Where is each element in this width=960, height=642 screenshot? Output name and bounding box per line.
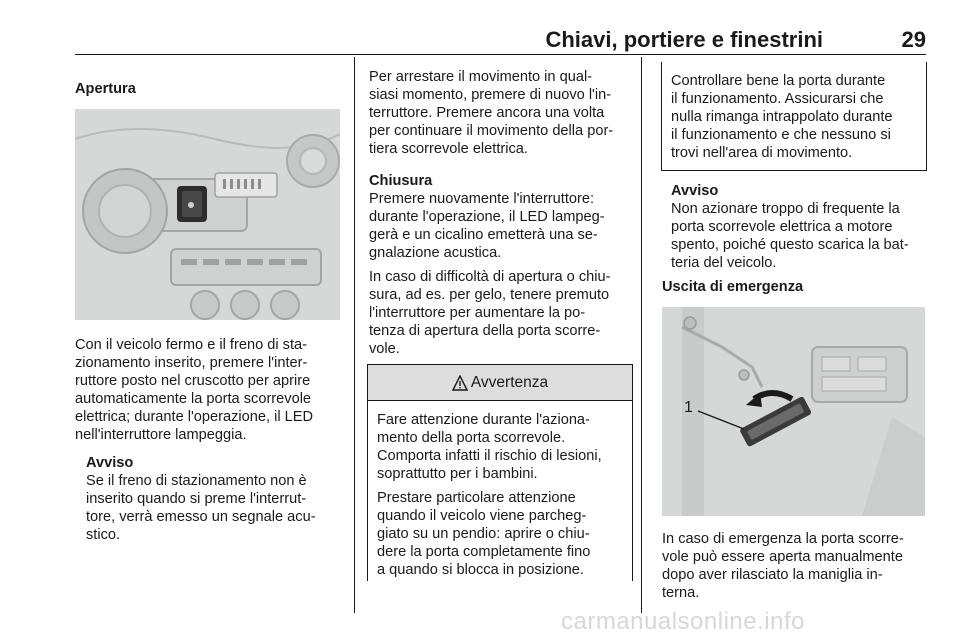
text-line: per continuare il movimento della por- <box>369 123 614 139</box>
header-rule <box>75 54 926 55</box>
text-line: soprattutto per i bambini. <box>377 466 538 482</box>
text-line: stico. <box>86 527 121 543</box>
text-line: teria del veicolo. <box>671 255 777 271</box>
warning-paragraph <box>671 72 916 162</box>
text-line: l'interruttore per aumentare la po- <box>369 305 586 321</box>
text-line: sura, ad es. per gelo, tenere premuto <box>369 287 610 303</box>
emergency-illustration <box>662 307 925 516</box>
text-line: Per arrestare il movimento in qual- <box>369 69 593 85</box>
text-line: automaticamente la porta scorrevole <box>75 391 312 407</box>
body-paragraph <box>75 336 345 444</box>
text-line: Con il veicolo fermo e il freno di sta- <box>75 337 307 353</box>
note-text <box>86 472 345 544</box>
text-line: durante l'operazione, il LED lampeg- <box>369 209 605 225</box>
text-line: Fare attenzione durante l'aziona- <box>377 412 590 428</box>
page-number: 29 <box>901 27 926 52</box>
text-line: Prestare particolare attenzione <box>377 490 576 506</box>
heading-chiusura: Chiusura <box>369 173 433 189</box>
text-line: spento, poiché questo scarica la bat- <box>671 237 909 253</box>
emergency-heading-wrap <box>662 278 926 296</box>
warning-paragraph <box>377 489 622 579</box>
text-line: terna. <box>662 585 700 601</box>
text-line: mento della porta scorrevole. <box>377 430 566 446</box>
warning-box <box>367 364 633 581</box>
warning-title: Avvertenza <box>470 373 549 391</box>
text-line: Comporta infatti il rischio di lesioni, <box>377 448 602 464</box>
text-line: dere la porta completamente fino <box>377 544 591 560</box>
text-line: In caso di difficoltà di apertura o chiu- <box>369 269 611 285</box>
note-text <box>671 200 937 272</box>
text-line: inserito quando si preme l'interrut- <box>86 491 307 507</box>
text-line: tore, verrà emesso un segnale acu- <box>86 509 316 525</box>
section-title: Chiavi, portiere e finestrini <box>545 27 823 52</box>
text-line: porta scorrevole elettrica a motore <box>671 219 893 235</box>
text-line: elettrica; durante l'operazione, il LED <box>75 409 314 425</box>
emergency-handle-figure <box>662 307 925 516</box>
note-block <box>75 454 345 544</box>
text-line: tiera scorrevole elettrica. <box>369 141 528 157</box>
text-line: gnalazione acustica. <box>369 245 502 261</box>
text-line: Se il freno di stazionamento non è <box>86 473 307 489</box>
warning-box-continued <box>661 62 927 171</box>
intro-paragraph <box>369 68 634 158</box>
note-block <box>660 182 937 272</box>
column-1 <box>75 80 345 98</box>
note-title: Avviso <box>671 183 719 199</box>
column-2 <box>369 68 634 358</box>
text-line: trovi nell'area di movimento. <box>671 145 853 161</box>
text-line: Non azionare troppo di frequente la <box>671 201 900 217</box>
text-line: Premere nuovamente l'interruttore: <box>369 191 595 207</box>
closing-paragraph <box>369 190 634 262</box>
text-line: vole può essere aperta manualmente <box>662 549 903 565</box>
text-line: quando il veicolo viene parcheg- <box>377 508 587 524</box>
text-line: gerà e un cicalino emetterà una se- <box>369 227 598 243</box>
figure-callout-number: 1 <box>684 399 693 416</box>
text-line: nell'interruttore lampeggia. <box>75 427 247 443</box>
difficulty-paragraph <box>369 268 634 358</box>
text-line: zionamento inserito, premere l'inter- <box>75 355 308 371</box>
text-line: giato su un pendio: aprire o chiu- <box>377 526 590 542</box>
warning-body <box>662 62 926 162</box>
text-line: nulla rimanga intrappolato durante <box>671 109 893 125</box>
column-divider <box>641 57 642 613</box>
warning-body <box>368 401 632 579</box>
text-line: Controllare bene la porta durante <box>671 73 886 89</box>
dashboard-switch-figure <box>75 109 340 320</box>
warning-paragraph <box>377 411 622 483</box>
text-line: terruttore. Premere ancora una volta <box>369 105 605 121</box>
watermark: carmanualsonline.info <box>561 608 805 635</box>
text-line: siasi momento, premere di nuovo l'in- <box>369 87 612 103</box>
text-line: vole. <box>369 341 400 357</box>
door-switch-icon <box>177 186 207 222</box>
text-line: In caso di emergenza la porta scorre- <box>662 531 904 547</box>
column-1-body <box>75 336 345 544</box>
text-line: ruttore posto nel cruscotto per aprire <box>75 373 311 389</box>
dashboard-illustration <box>75 109 340 320</box>
text-line: a quando si blocca in posizione. <box>377 562 584 578</box>
text-line: il funzionamento. Assicurarsi che <box>671 91 884 107</box>
warning-header <box>368 365 632 401</box>
emergency-text-wrap <box>662 530 928 602</box>
emergency-paragraph <box>662 530 928 602</box>
column-divider <box>354 57 355 613</box>
heading-uscita-emergenza: Uscita di emergenza <box>662 279 804 295</box>
text-line: tenza di apertura della porta scorre- <box>369 323 601 339</box>
text-line: dopo aver rilasciato la maniglia in- <box>662 567 883 583</box>
text-line: il funzionamento e che nessuno si <box>671 127 891 143</box>
warning-icon <box>452 375 468 391</box>
note-title: Avviso <box>86 455 134 471</box>
heading-apertura: Apertura <box>75 81 136 97</box>
